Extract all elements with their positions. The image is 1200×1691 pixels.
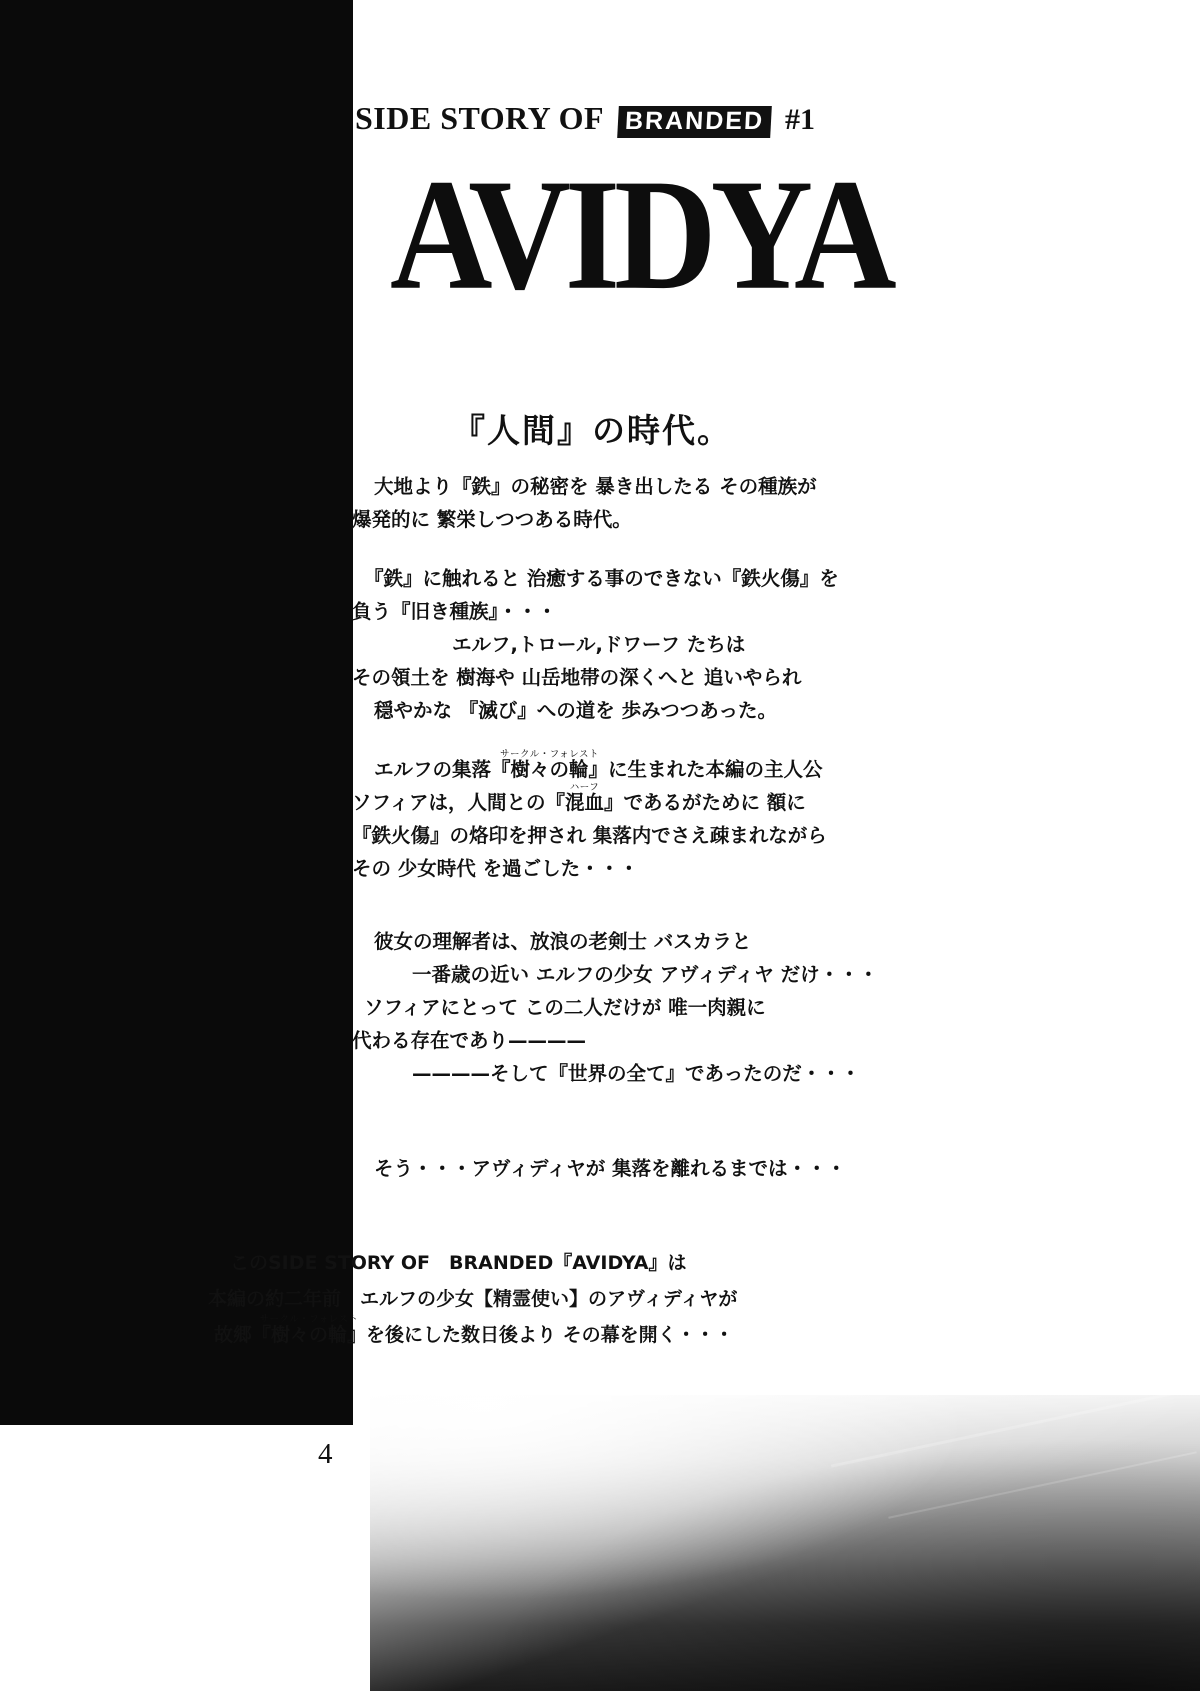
ruby-base: 樹々の輪 [271, 1324, 348, 1346]
text-line: ————そして『世界の全て』であったのだ・・・ [412, 1062, 861, 1085]
text-segment: エルフの集落『 [374, 758, 511, 781]
paragraph-4 [352, 925, 952, 1090]
era-heading: 『人間』の時代。 [452, 411, 732, 450]
photo-streak [888, 1451, 1197, 1519]
footnote-line: このSIDE STORY OF BRANDED『AVIDYA』は [230, 1252, 687, 1274]
text-line: 負う『旧き種族』・・・ [352, 600, 557, 623]
text-line: 代わる存在であり———— [352, 1029, 587, 1052]
page-title: AVIDYA [390, 145, 891, 323]
text-segment: 』であるがために 額に [603, 791, 806, 814]
text-segment: 』を後にした数日後より その幕を開く・・・ [347, 1324, 734, 1346]
text-line: 穏やかな 『滅び』への道を 歩みつつあった。 [374, 699, 777, 722]
ruby-base: 樹々の輪 [510, 758, 589, 781]
text-segment: ソフィアは，人間との『 [352, 791, 565, 814]
paragraph-3 [352, 749, 952, 885]
footnote-block [200, 1245, 820, 1353]
paragraph-5 [352, 1152, 952, 1185]
ruby-group [564, 782, 604, 819]
left-black-band [0, 0, 353, 1425]
footnote-line-with-ruby [200, 1314, 820, 1353]
text-line: 爆発的に 繁栄しつつある時代。 [352, 508, 632, 531]
text-line: 彼女の理解者は、放浪の老剣士 バスカラと [374, 930, 752, 953]
text-segment: 故郷『 [214, 1324, 272, 1346]
paragraph-1 [352, 470, 952, 536]
text-line: ソフィアにとって この二人だけが 唯一肉親に [364, 996, 766, 1019]
text-line: 『鉄』に触れると 治癒する事のできない『鉄火傷』を [364, 567, 839, 590]
text-line: 大地より『鉄』の秘密を 暴き出したる その種族が [374, 475, 817, 498]
text-line: エルフ,トロール,ドワーフ たちは [452, 633, 746, 656]
text-segment: 』に生まれた本編の主人公 [588, 758, 823, 781]
photo-streak [830, 1385, 1200, 1467]
text-line: そう・・・アヴィディヤが 集落を離れるまでは・・・ [374, 1157, 847, 1180]
story-body [352, 405, 952, 1211]
header-title-line [355, 100, 875, 142]
text-line-with-ruby [352, 749, 952, 786]
text-line: 『鉄火傷』の烙印を押され 集落内でさえ疎まれながら [352, 824, 827, 847]
bottom-photo-panel [370, 1395, 1200, 1691]
text-line: その 少女時代 を過ごした・・・ [352, 857, 639, 880]
footnote-line: 本編の約二年前 エルフの少女【精霊使い】のアヴィディヤが [208, 1288, 738, 1310]
page-number: 4 [318, 1438, 333, 1470]
branded-logo: BRANDED [617, 106, 772, 138]
ruby-reading: サークル・フォレスト [500, 749, 599, 760]
side-story-label: SIDE STORY OF [355, 100, 604, 136]
ruby-reading: ハーフ [569, 782, 600, 793]
issue-number: #1 [785, 103, 815, 136]
paragraph-2 [352, 562, 952, 727]
text-line-with-ruby [352, 782, 952, 819]
ruby-base: 混血 [564, 791, 604, 814]
text-line: 一番歳の近い エルフの少女 アヴィディヤ だけ・・・ [412, 963, 879, 986]
text-line: その領土を 樹海や 山岳地帯の深くへと 追いやられ [352, 666, 802, 689]
ruby-reading: サークル・フォレスト [259, 1314, 359, 1325]
ruby-group [259, 1314, 359, 1353]
